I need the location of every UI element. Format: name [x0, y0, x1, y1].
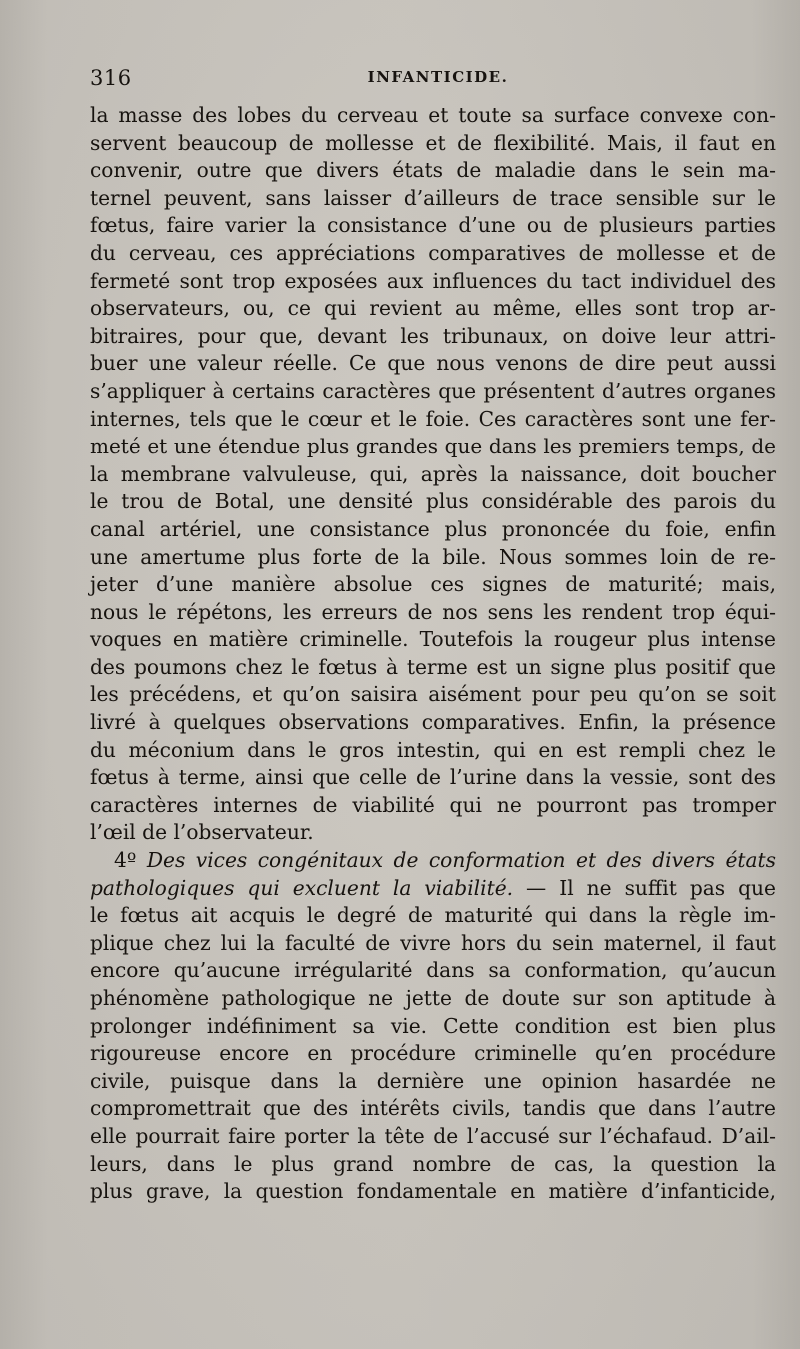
text-line: internes, tels que le cœur et le foie. Ces caractères sont une fer-: [90, 406, 776, 431]
text-line: fœtus, faire varier la consistance d’une ou de plusieurs parties: [90, 213, 776, 238]
text-line: plus grave, la question fondamentale en matière d’infanticide,: [90, 1179, 776, 1204]
text-line: fermeté sont trop exposées aux influences du tact individuel des: [90, 268, 776, 293]
text-line: ternel peuvent, sans laisser d’ailleurs de trace sensible sur le: [90, 185, 776, 210]
text-line: caractères internes de viabilité qui ne pourront pas tromper: [90, 792, 776, 817]
text-line: jeter d’une manière absolue ces signes de maturité; mais,: [90, 572, 776, 597]
text-line: servent beaucoup de mollesse et de flexibilité. Mais, il faut en: [90, 130, 776, 155]
text-line: voques en matière criminelle. Toutefois la rougeur plus intense: [90, 627, 776, 652]
text-line: plique chez lui la faculté de vivre hors du sein maternel, il faut: [90, 930, 776, 955]
text-line: nous le répétons, les erreurs de nos sens les rendent trop équi-: [90, 599, 776, 624]
text-line: elle pourrait faire porter la tête de l’accusé sur l’échafaud. D’ail-: [90, 1123, 776, 1148]
text-line: buer une valeur réelle. Ce que nous venons de dire peut aussi: [90, 351, 776, 376]
text-line: fœtus à terme, ainsi que celle de l’urine dans la vessie, sont des: [90, 765, 776, 790]
section-heading-continued: pathologiques qui excluent la viabilité.: [90, 875, 514, 900]
text-line: les précédens, et qu’on saisira aisément pour peu qu’on se soit: [90, 682, 776, 707]
text-line: civile, puisque dans la dernière une opinion hasardée ne: [90, 1068, 776, 1093]
text-line: rigoureuse encore en procédure criminelle qu’en procédure: [90, 1041, 776, 1066]
text-line: convenir, outre que divers états de maladie dans le sein ma-: [90, 158, 776, 183]
text-line: la masse des lobes du cerveau et toute sa surface convexe con-: [90, 103, 776, 127]
text-line: le trou de Botal, une densité plus considérable des parois du: [90, 489, 776, 514]
text-line: des poumons chez le fœtus à terme est un signe plus positif que: [90, 654, 776, 679]
section-number: 4º: [114, 848, 137, 873]
text-line: encore qu’aucune irrégularité dans sa conformation, qu’aucun: [90, 958, 776, 983]
text-line: livré à quelques observations comparatives. Enfin, la présence: [90, 710, 776, 735]
text-line: bitraires, pour que, devant les tribunaux, on doive leur attri-: [90, 323, 776, 348]
text-line: phénomène pathologique ne jette de doute sur son aptitude à: [90, 986, 776, 1010]
text-line: s’appliquer à certains caractères que présentent d’autres organes: [90, 378, 776, 403]
text-line: prolonger indéfiniment sa vie. Cette condition est bien plus: [90, 1013, 776, 1038]
text-line: canal artériel, une consistance plus prononcée du foie, enfin: [90, 516, 776, 541]
section-heading: Des vices congénitaux de conformation et des divers états: [146, 848, 777, 873]
text-line: meté et une étendue plus grandes que dans les premiers temps, de: [90, 434, 776, 459]
text-line: observateurs, ou, ce qui revient au même, elles sont trop ar-: [90, 296, 776, 321]
running-title: INFANTICIDE.: [367, 68, 509, 86]
text-line: une amertume plus forte de la bile. Nous sommes loin de re-: [90, 544, 776, 569]
text-line: du cerveau, ces appréciations comparatives de mollesse et de: [90, 240, 776, 265]
text-line: compromettrait que des intérêts civils, tandis que dans l’autre: [90, 1096, 776, 1121]
text-line: leurs, dans le plus grand nombre de cas, la question la: [90, 1151, 776, 1176]
page-header: [90, 66, 774, 96]
section-heading-line: [90, 875, 776, 903]
text-line: le fœtus ait acquis le degré de maturité qui dans la règle im-: [90, 903, 776, 928]
text-line: la membrane valvuleuse, qui, après la naissance, doit boucher: [90, 461, 776, 486]
text-line: l’œil de l’observateur.: [90, 820, 314, 845]
section-heading-line: [90, 847, 776, 875]
text-line: du méconium dans le gros intestin, qui en est rempli chez le: [90, 737, 776, 762]
section-lead-text: — Il ne suffit pas que: [513, 875, 777, 900]
page-number: 316: [90, 66, 132, 90]
body-text: [90, 102, 776, 1206]
